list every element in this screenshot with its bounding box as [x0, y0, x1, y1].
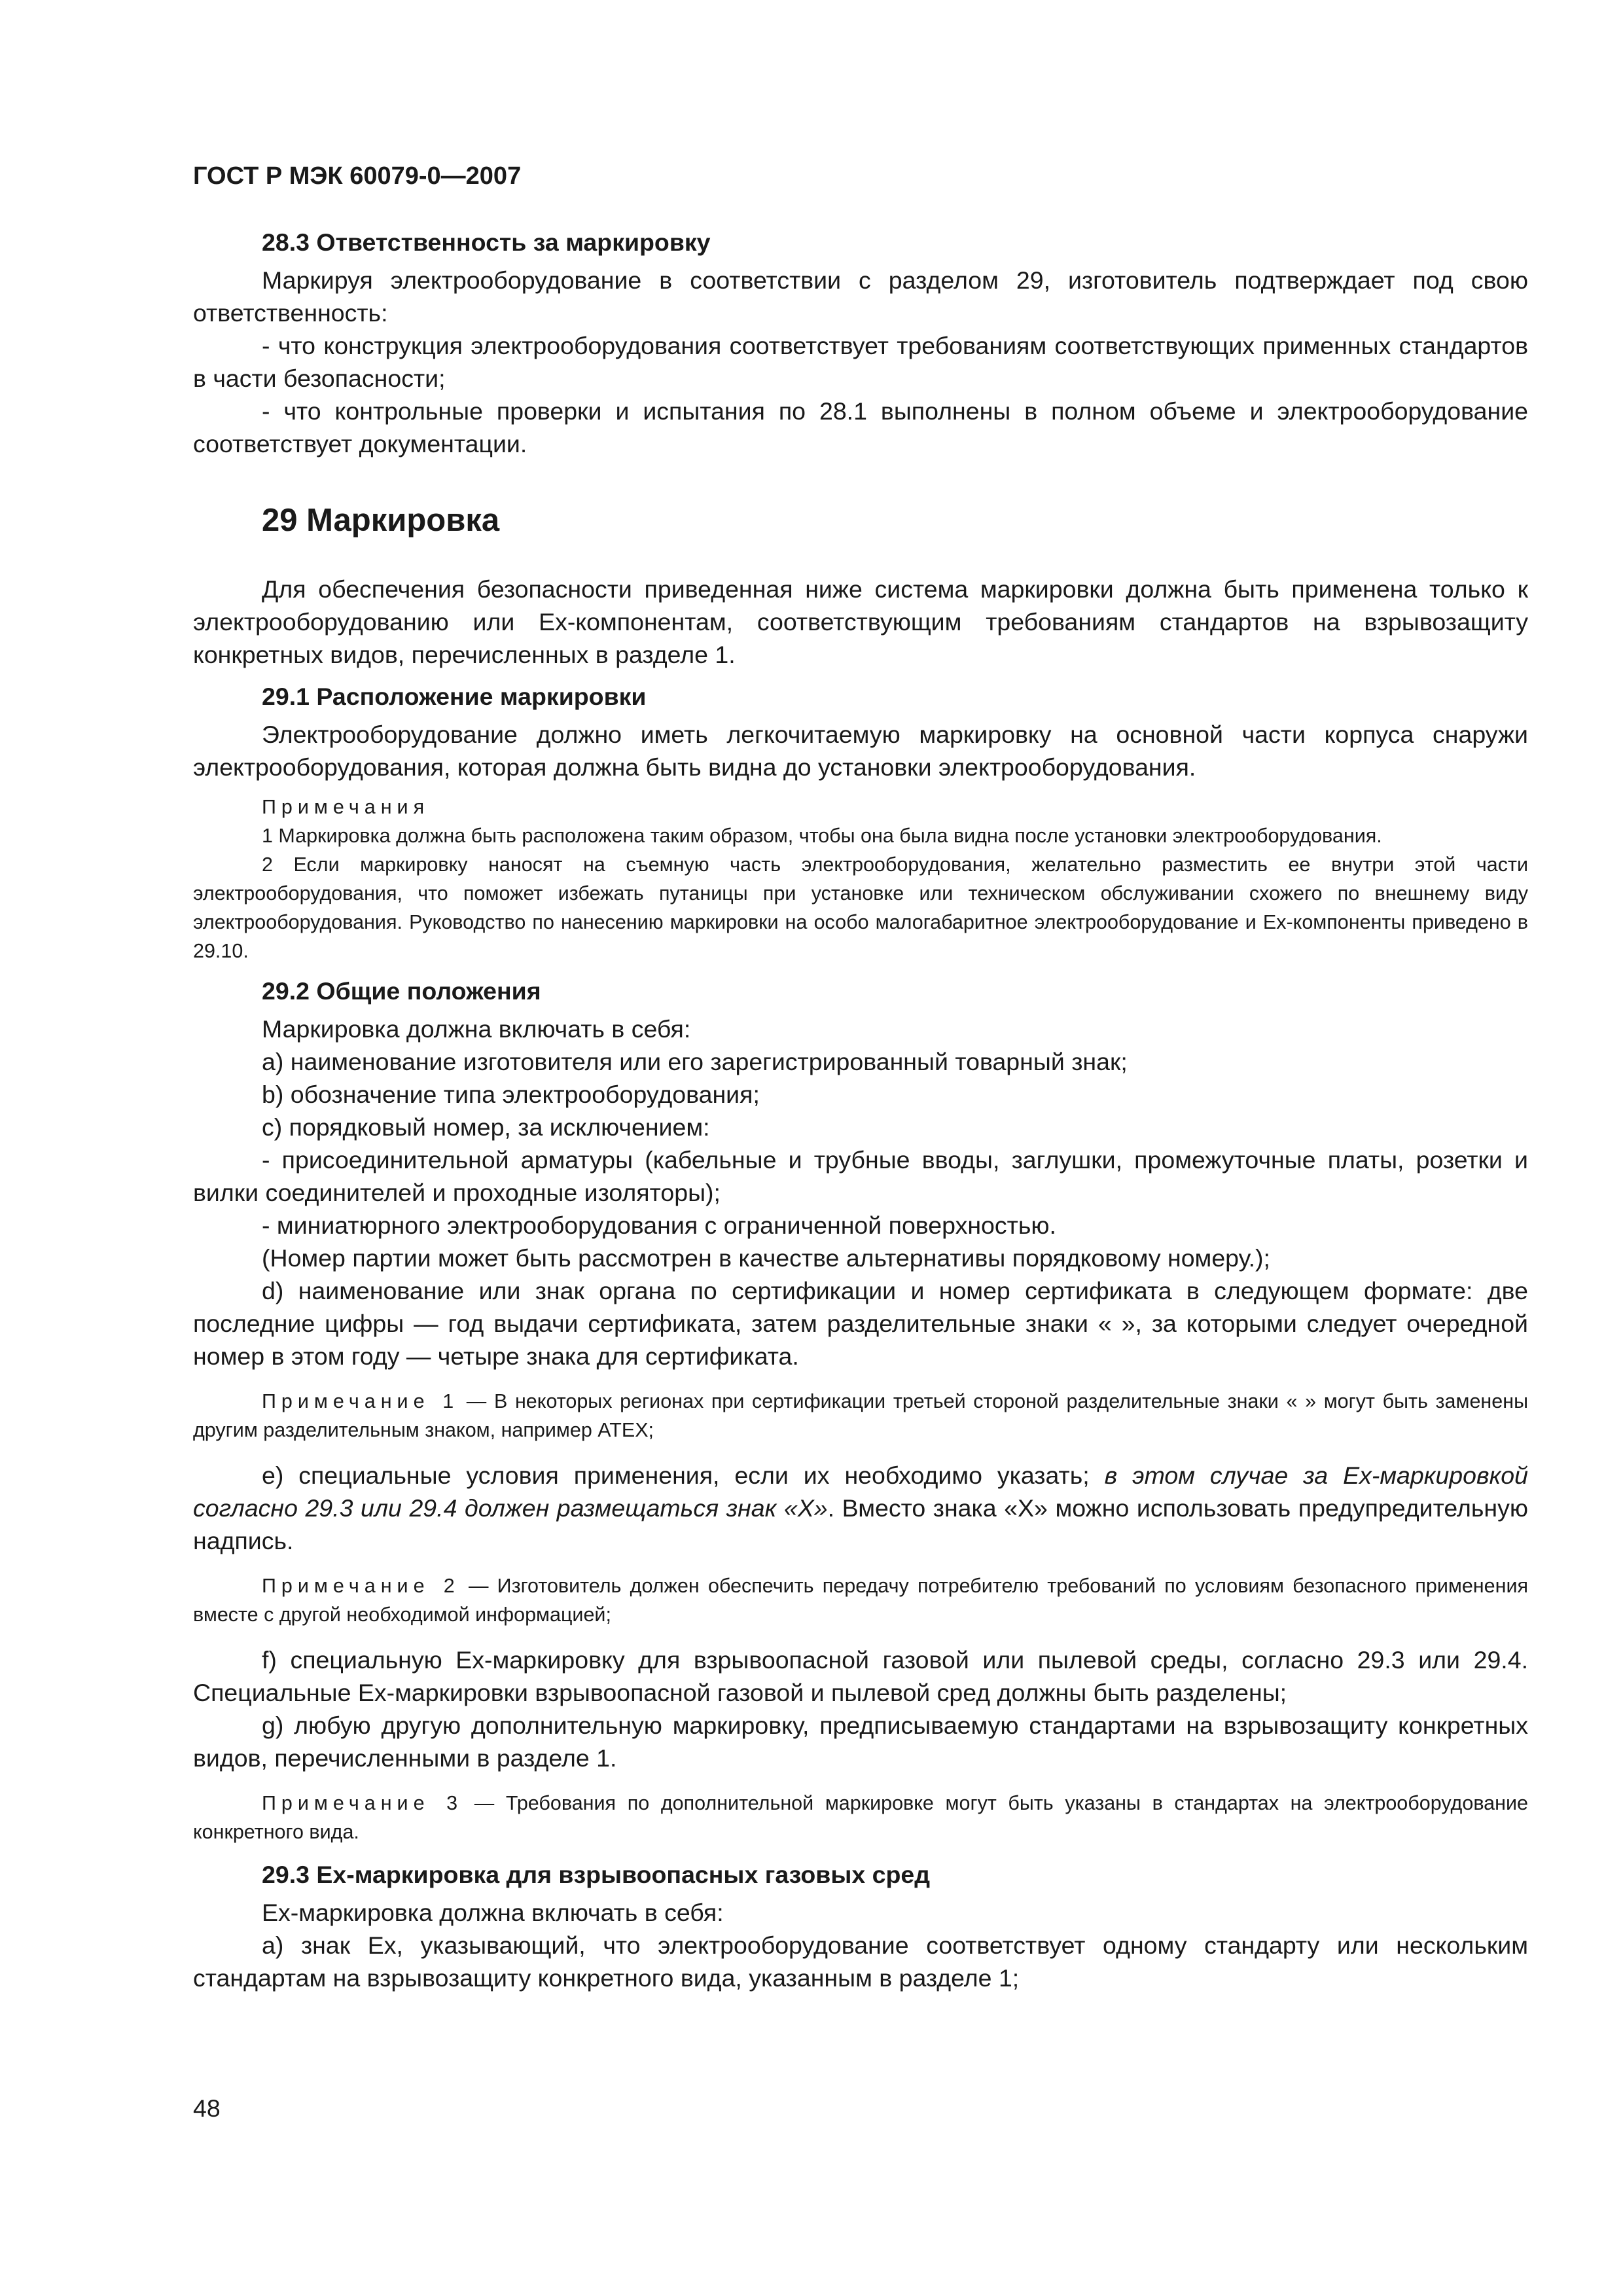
paragraph: Ex-маркировка должна включать в себя: — [262, 1899, 724, 1926]
note-label: Примечание 3 — [262, 1792, 463, 1814]
section-29-heading: 29 Маркировка — [262, 503, 500, 538]
document-page — [193, 160, 1528, 1994]
list-item: g) любую другую дополнительную маркировку, предписываемую стандартами на взрывозащиту конкретных видов, перечисленными в разделе 1. — [193, 1712, 1528, 1772]
text-run: е) специальные условия применения, если их необходимо указать; — [262, 1462, 1105, 1489]
list-item: а) знак Ex, указывающий, что электрооборудование соответствует одному стандарту или нескольким стандартам на взрывозащиту конкретного вида, указанным в разделе 1; — [193, 1931, 1528, 1992]
list-item: с) порядковый номер, за исключением: — [262, 1113, 710, 1141]
section-28-3-heading: 28.3 Ответственность за маркировку — [262, 228, 711, 256]
list-item: f) специальную Ex-маркировку для взрывоопасной газовой или пылевой среды, согласно 29.3 или 29.4. Специальные Ex-маркировки взрывоопасной газовой и пылевой сред должны быть разделены; — [193, 1646, 1528, 1706]
text-run: . Вместо знака «X» можно использовать предупредительную надпись. — [193, 1494, 1528, 1554]
note-text: — В некоторых регионах при сертификации третьей стороной разделительные знаки « » могут быть заменены другим разделительным знаком, например АТЕХ; — [193, 1390, 1528, 1441]
paragraph: - что контрольные проверки и испытания по 28.1 выполнены в полном объеме и электрооборудование соответствует документации. — [193, 397, 1528, 457]
note-label: Примечание 2 — [262, 1575, 460, 1597]
list-item: b) обозначение типа электрооборудования; — [262, 1081, 760, 1108]
list-item: а) наименование изготовителя или его зарегистрированный товарный знак; — [262, 1048, 1128, 1075]
paragraph: - что конструкция электрооборудования соответствует требованиям соответствующих применных стандартов в части безопасности; — [193, 332, 1528, 392]
list-item: (Номер партии может быть рассмотрен в качестве альтернативы порядковому номеру.); — [262, 1244, 1270, 1272]
note: 1 Маркировка должна быть расположена таким образом, чтобы она была видна после установки электрооборудования. — [262, 825, 1382, 847]
section-29-3-heading: 29.3 Ex-маркировка для взрывоопасных газовых сред — [262, 1861, 931, 1888]
section-29-1-heading: 29.1 Расположение маркировки — [262, 683, 647, 710]
paragraph: Маркировка должна включать в себя: — [262, 1015, 691, 1043]
note-label: Примечание 1 — [262, 1390, 459, 1412]
standard-header: ГОСТ Р МЭК 60079-0—2007 — [193, 162, 522, 190]
note — [193, 1387, 1528, 1444]
note — [193, 1789, 1528, 1846]
list-item: - миниатюрного электрооборудования с ограниченной поверхностью. — [262, 1211, 1056, 1239]
paragraph: Электрооборудование должно иметь легкочитаемую маркировку на основной части корпуса снаружи электрооборудования, которая должна быть видна до установки электрооборудования. — [193, 721, 1528, 781]
list-item: - присоединительной арматуры (кабельные и трубные вводы, заглушки, промежуточные платы, розетки и вилки соединителей и проходные изоляторы); — [193, 1146, 1528, 1206]
note-text: — Изготовитель должен обеспечить передачу потребителю требований по условиям безопасного применения вместе с другой необходимой информацией; — [193, 1575, 1528, 1626]
italic-text-run: в этом случае за Ex-маркировкой согласно 29.3 или 29.4 должен размещаться знак «X» — [193, 1462, 1528, 1522]
paragraph: Для обеспечения безопасности приведенная ниже система маркировки должна быть применена только к электрооборудованию или Ex-компонентам, соответствующим требованиям стандартов на взрывозащиту конкретных видов, перечисленных в разделе 1. — [193, 575, 1528, 668]
page-number: 48 — [193, 2094, 221, 2122]
notes-label: Примечания — [262, 796, 430, 818]
note — [193, 1571, 1528, 1629]
section-29-2-heading: 29.2 Общие положения — [262, 977, 541, 1005]
list-item — [193, 1459, 1528, 1557]
note-text: — Требования по дополнительной маркировке могут быть указаны в стандартах на электрооборудование конкретного вида. — [193, 1792, 1528, 1843]
list-item: d) наименование или знак органа по сертификации и номер сертификата в следующем формате: две последние цифры — год выдачи сертификата, затем разделительные знаки « », за которыми следует очередной номер в этом году — четыре знака для сертификата. — [193, 1277, 1528, 1370]
paragraph: Маркируя электрооборудование в соответствии с разделом 29, изготовитель подтверждает под свою ответственность: — [193, 266, 1528, 327]
note: 2 Если маркировку наносят на съемную часть электрооборудования, желательно разместить ее внутри этой части электрооборудования, что поможет избежать путаницы при установке или техническом обслуживании схожего по внешнему виду электрооборудования. Руководство по нанесению маркировки на особо малогабаритное электрооборудование и Ex-компоненты приведено в 29.10. — [193, 853, 1528, 962]
